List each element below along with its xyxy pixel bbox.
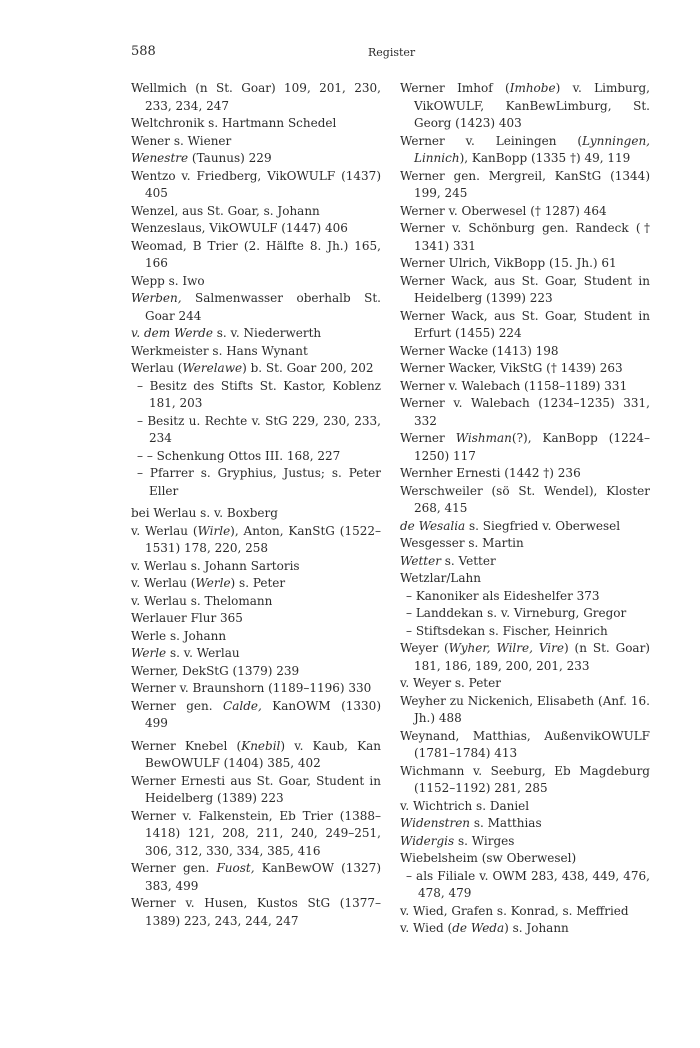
entry-text: Werner v. Braunshorn (1189–1196) 330 — [131, 681, 372, 695]
entry-text: Wenzel, aus St. Goar, s. Johann — [131, 203, 320, 218]
index-entry — [131, 505, 381, 523]
entry-text: bei Werlau s. v. Boxberg — [131, 506, 278, 520]
entry-text: (?), KanBopp (1224–1250) 117 — [414, 431, 651, 463]
index-entry — [131, 610, 381, 628]
entry-text: s. Siegfried v. Oberwesel — [465, 518, 621, 533]
entry-italic-term: Fuost, — [216, 861, 255, 875]
entry-text: Weyher zu Nickenich, Elisabeth (Anf. 16. Jh.) 488 — [400, 693, 650, 725]
index-entry — [400, 535, 650, 553]
entry-text: s. Wirges — [454, 833, 515, 848]
index-entry — [131, 575, 381, 593]
entry-text: s. Vetter — [440, 553, 496, 568]
index-entry — [131, 628, 381, 646]
page-number: 588 — [131, 44, 156, 59]
entry-text: s. v. Niederwerth — [212, 326, 322, 340]
entry-text: Werlau ( — [131, 361, 183, 375]
entry-text: v. Werlau ( — [131, 576, 196, 590]
entry-text: v. Werlau ( — [131, 523, 198, 538]
index-entry — [131, 133, 381, 151]
entry-text: ) v. Limburg, VikOWULF, KanBewLimburg, St. Georg (1423) 403 — [414, 81, 650, 130]
entry-text: (Taunus) 229 — [188, 151, 272, 165]
entry-text: Wesgesser s. Martin — [400, 536, 524, 550]
entry-italic-term: v. dem Werde — [131, 326, 213, 340]
index-entry — [400, 623, 650, 641]
entry-text: – Stiftsdekan s. Fischer, Heinrich — [406, 623, 608, 638]
entry-italic-term: Widenstren — [400, 816, 471, 830]
index-entry — [131, 378, 381, 413]
entry-text: Wetzlar/Lahn — [400, 571, 481, 585]
entry-italic-term: Knebil — [241, 738, 281, 753]
index-entry — [400, 728, 650, 763]
index-entry — [400, 605, 650, 623]
entry-italic-term: Wyher, Wilre, Vire — [448, 641, 564, 655]
entry-text: – Besitz des Stifts St. Kastor, Koblenz 181, 203 — [137, 378, 381, 410]
index-column-left — [131, 80, 381, 930]
entry-italic-term: Werle — [195, 576, 231, 590]
index-entry — [131, 203, 381, 221]
index-entry — [400, 640, 650, 675]
index-entry — [400, 168, 650, 203]
entry-text: KanOWM (1330) 499 — [145, 698, 381, 730]
index-entry — [400, 675, 650, 693]
entry-text: ) (n St. Goar) 181, 186, 189, 200, 201, 233 — [414, 641, 650, 673]
index-entry — [400, 378, 650, 396]
entry-text: Salmenwasser oberhalb St. Goar 244 — [145, 291, 381, 323]
entry-italic-term: Wetter — [400, 553, 441, 568]
index-entry — [131, 808, 381, 861]
index-entry — [131, 593, 381, 611]
index-entry — [400, 588, 650, 606]
entry-text: Weomad, B Trier (2. Hälfte 8. Jh.) 165, 166 — [131, 238, 381, 270]
index-entry — [131, 290, 381, 325]
entry-text: Wentzo v. Friedberg, VikOWULF (1437) 405 — [131, 168, 381, 200]
index-entry — [400, 255, 650, 273]
index-entry — [400, 273, 650, 308]
index-entry — [400, 553, 650, 571]
entry-text: Werner Knebel ( — [131, 738, 242, 753]
entry-text: s. Matthias — [470, 816, 542, 830]
entry-text: Wenzeslaus, VikOWULF (1447) 406 — [131, 221, 348, 235]
entry-text: Weyer ( — [400, 641, 449, 655]
entry-text: v. Weyer s. Peter — [400, 676, 501, 690]
entry-text: v. Wichtrich s. Daniel — [400, 798, 530, 813]
entry-text: Werner Ulrich, VikBopp (15. Jh.) 61 — [400, 256, 617, 270]
index-entry — [400, 518, 650, 536]
entry-text: Werner Wacke (1413) 198 — [400, 343, 559, 358]
entry-text: – Kanoniker als Eideshelfer 373 — [406, 588, 600, 603]
entry-text: Werner Imhof ( — [400, 81, 510, 95]
entry-text: s. v. Werlau — [166, 646, 240, 660]
index-entry — [400, 465, 650, 483]
index-entry — [131, 448, 381, 466]
entry-text: Weltchronik s. Hartmann Schedel — [131, 116, 337, 130]
index-entry — [131, 465, 381, 500]
entry-text: – als Filiale v. OWM 283, 438, 449, 476, 478, 479 — [406, 868, 650, 900]
index-entry — [131, 343, 381, 361]
entry-text: Wener s. Wiener — [131, 133, 232, 148]
entry-text: Werner gen. Mergreil, KanStG (1344) 199, 245 — [400, 168, 650, 200]
index-entry — [131, 558, 381, 576]
entry-text: Werner gen. — [131, 861, 217, 875]
entry-text: – Besitz u. Rechte v. StG 229, 230, 233, 234 — [137, 413, 381, 445]
entry-text: v. Wied, Grafen s. Konrad, s. Meffried — [400, 903, 629, 918]
index-entry — [131, 698, 381, 733]
index-entry — [131, 860, 381, 895]
entry-text: ), KanBopp (1335 †) 49, 119 — [459, 151, 631, 165]
index-entry — [400, 430, 650, 465]
entry-text: Werner v. Oberwesel († 1287) 464 — [400, 203, 607, 218]
entry-text: Wepp s. Iwo — [131, 273, 205, 288]
entry-text: Werner v. Falkenstein, Eb Trier (1388–1418) 121, 208, 211, 240, 249–251, 306, 312, 330, 334, 385, 416 — [131, 808, 381, 858]
entry-text: Werner Wack, aus St. Goar, Student in Erfurt (1455) 224 — [400, 308, 650, 340]
entry-italic-term: Calde, — [223, 698, 262, 713]
entry-text: Werner — [400, 431, 456, 445]
running-title: Register — [368, 46, 416, 59]
index-entry — [400, 570, 650, 588]
index-entry — [131, 645, 381, 663]
entry-text: ) v. Kaub, Kan BewOWULF (1404) 385, 402 — [145, 738, 381, 770]
entry-text: Wiebelsheim (sw Oberwesel) — [400, 851, 577, 865]
entry-italic-term: Werben, — [131, 291, 182, 305]
entry-text: v. Werlau s. Thelomann — [131, 593, 273, 608]
index-entry — [131, 895, 381, 930]
index-entry — [400, 798, 650, 816]
index-entry — [400, 80, 650, 133]
index-entry — [131, 273, 381, 291]
entry-text: v. Wied ( — [400, 921, 453, 935]
index-entry — [400, 483, 650, 518]
index-entry — [131, 220, 381, 238]
entry-italic-term: Widergis — [400, 833, 455, 848]
index-entry — [400, 343, 650, 361]
entry-text: Werner, DekStG (1379) 239 — [131, 663, 300, 678]
entry-text: Werner v. Walebach (1234–1235) 331, 332 — [400, 396, 650, 428]
entry-text: ), Anton, KanStG (1522–1531) 178, 220, 258 — [145, 523, 381, 555]
entry-text: Werle s. Johann — [131, 628, 227, 643]
index-column-right — [400, 80, 650, 938]
entry-text: Werschweiler (sö St. Wendel), Kloster 268, 415 — [400, 483, 650, 515]
entry-text: – Landdekan s. v. Virneburg, Gregor — [406, 606, 627, 620]
entry-italic-term: Wirle — [197, 523, 231, 538]
index-entry — [400, 360, 650, 378]
entry-text: Werner gen. — [131, 698, 224, 713]
index-entry — [131, 663, 381, 681]
index-entry — [131, 360, 381, 378]
index-entry — [131, 773, 381, 808]
entry-text: Weynand, Matthias, AußenvikOWULF (1781–1784) 413 — [400, 728, 650, 760]
entry-italic-term: Werelawe — [182, 361, 243, 375]
index-entry — [400, 920, 650, 938]
index-entry — [400, 763, 650, 798]
entry-text: Wernher Ernesti (1442 †) 236 — [400, 466, 581, 480]
entry-italic-term: de Wesalia — [400, 518, 466, 533]
entry-text: Werner Wack, aus St. Goar, Student in Heidelberg (1399) 223 — [400, 273, 650, 305]
entry-text: – – Schenkung Ottos III. 168, 227 — [137, 448, 341, 463]
index-entry — [131, 325, 381, 343]
index-entry — [131, 413, 381, 448]
entry-text: ) b. St. Goar 200, 202 — [242, 361, 374, 375]
entry-text: Wichmann v. Seeburg, Eb Magdeburg (1152–1192) 281, 285 — [400, 763, 650, 795]
index-entry — [131, 523, 381, 558]
entry-text: ) s. Johann — [504, 921, 569, 935]
entry-text: Werner v. Leiningen ( — [400, 133, 583, 148]
index-entry — [400, 395, 650, 430]
index-entry — [131, 168, 381, 203]
entry-text: Werner Ernesti aus St. Goar, Student in Heidelberg (1389) 223 — [131, 773, 381, 805]
index-entry — [400, 693, 650, 728]
index-entry — [131, 80, 381, 115]
entry-italic-term: Imhobe — [509, 81, 556, 95]
index-entry — [131, 150, 381, 168]
index-entry — [131, 738, 381, 773]
entry-text: Werner v. Schönburg gen. Randeck († 1341) 331 — [400, 221, 650, 253]
index-entry — [400, 133, 650, 168]
entry-text: v. Werlau s. Johann Sartoris — [131, 558, 300, 573]
index-entry — [131, 238, 381, 273]
index-entry — [400, 833, 650, 851]
entry-text: Werlauer Flur 365 — [131, 611, 243, 625]
entry-text: KanBewOW (1327) 383, 499 — [145, 861, 381, 893]
index-entry — [400, 850, 650, 868]
index-entry — [400, 815, 650, 833]
entry-text: Wellmich (n St. Goar) 109, 201, 230, 233, 234, 247 — [131, 81, 381, 113]
entry-text: Werner v. Walebach (1158–1189) 331 — [400, 378, 628, 393]
entry-text: Werkmeister s. Hans Wynant — [131, 343, 308, 358]
entry-italic-term: de Weda — [452, 921, 505, 935]
entry-text: ) s. Peter — [230, 576, 286, 590]
entry-italic-term: Wenestre — [131, 151, 189, 165]
index-entry — [400, 308, 650, 343]
entry-text: – Pfarrer s. Gryphius, Justus; s. Peter Eller — [137, 466, 381, 498]
index-entry — [400, 903, 650, 921]
entry-italic-term: Wishman — [455, 431, 512, 445]
entry-text: Werner v. Husen, Kustos StG (1377–1389) 223, 243, 244, 247 — [131, 896, 381, 928]
index-entry — [400, 220, 650, 255]
index-entry — [400, 203, 650, 221]
entry-italic-term: Lynningen, Linnich — [414, 133, 650, 165]
entry-text: Werner Wacker, VikStG († 1439) 263 — [400, 361, 623, 375]
index-entry — [131, 680, 381, 698]
entry-italic-term: Werle — [131, 646, 167, 660]
index-entry — [131, 115, 381, 133]
index-entry — [400, 868, 650, 903]
